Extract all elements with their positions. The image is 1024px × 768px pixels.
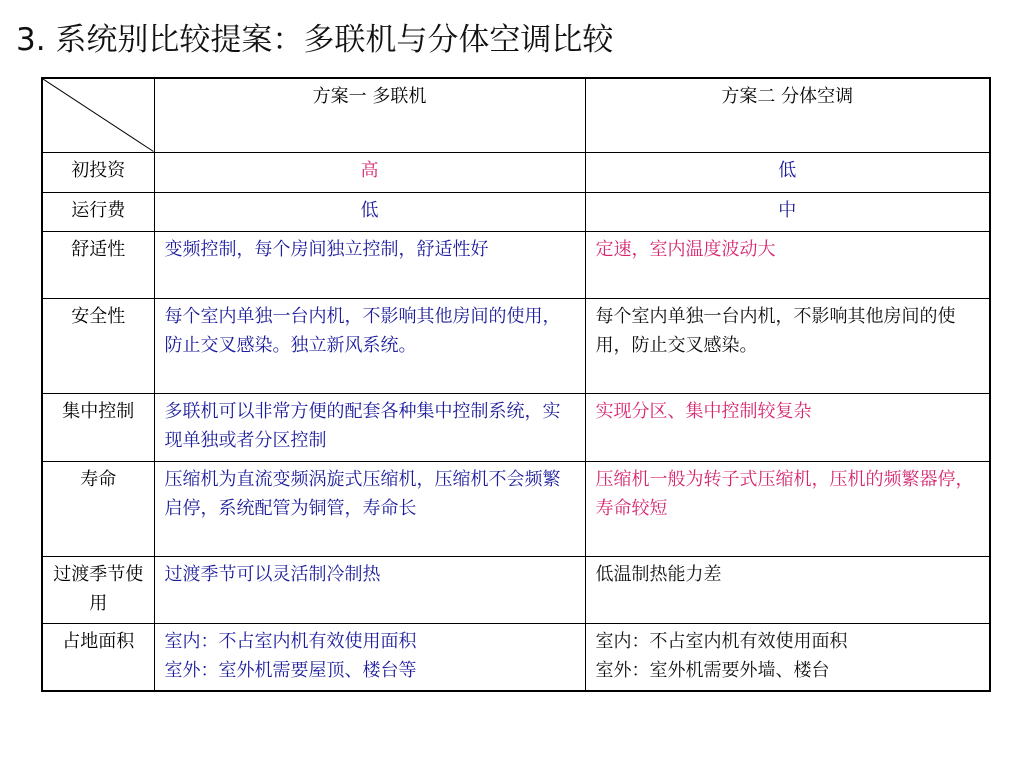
table-row [42,393,990,461]
header-plan2: 方案二 分体空调 [585,78,990,152]
cell-plan2-safety: 每个室内单独一台内机，不影响其他房间的使用，防止交叉感染。 [585,298,990,393]
corner-cell [42,78,154,152]
cell-plan1-running-cost: 低 [154,192,585,231]
row-label-lifespan: 寿命 [42,461,154,556]
cell-plan1-floor-area-line2: 室外：室外机需要屋顶、楼台等 [164,659,417,681]
page-title: 3. 系统别比较提案：多联机与分体空调比较 [16,22,614,58]
table-row [42,623,990,691]
row-label-central-control: 集中控制 [42,393,154,461]
table-row [42,298,990,393]
comparison-table [41,77,991,692]
row-label-floor-area: 占地面积 [42,623,154,691]
row-label-running-cost: 运行费 [42,192,154,231]
row-label-initial-investment: 初投资 [42,152,154,192]
table-row [42,556,990,623]
cell-plan1-lifespan: 压缩机为直流变频涡旋式压缩机，压缩机不会频繁启停，系统配管为铜管，寿命长 [154,461,585,556]
cell-plan2-floor-area-line1: 室内：不占室内机有效使用面积 [595,630,848,652]
cell-plan2-running-cost: 中 [585,192,990,231]
cell-plan1-floor-area [154,623,585,691]
cell-plan2-initial-investment: 低 [585,152,990,192]
table-row [42,152,990,192]
cell-plan2-floor-area-line2: 室外：室外机需要外墙、楼台 [595,659,830,681]
cell-plan2-comfort: 定速，室内温度波动大 [585,231,990,298]
header-plan1: 方案一 多联机 [154,78,585,152]
table-row [42,192,990,231]
row-label-safety: 安全性 [42,298,154,393]
cell-plan2-transition-season: 低温制热能力差 [585,556,990,623]
diagonal-line [43,79,154,152]
table-row [42,461,990,556]
cell-plan1-floor-area-line1: 室内：不占室内机有效使用面积 [164,630,417,652]
cell-plan2-floor-area [585,623,990,691]
table-header-row [42,78,990,152]
cell-plan2-lifespan: 压缩机一般为转子式压缩机，压机的频繁器停，寿命较短 [585,461,990,556]
cell-plan2-central-control: 实现分区、集中控制较复杂 [585,393,990,461]
cell-plan1-comfort: 变频控制，每个房间独立控制，舒适性好 [154,231,585,298]
cell-plan1-central-control: 多联机可以非常方便的配套各种集中控制系统，实现单独或者分区控制 [154,393,585,461]
cell-plan1-initial-investment: 高 [154,152,585,192]
row-label-comfort: 舒适性 [42,231,154,298]
table-row [42,231,990,298]
cell-plan1-transition-season: 过渡季节可以灵活制冷制热 [154,556,585,623]
row-label-transition-season: 过渡季节使用 [42,556,154,623]
cell-plan1-safety: 每个室内单独一台内机，不影响其他房间的使用，防止交叉感染。独立新风系统。 [154,298,585,393]
